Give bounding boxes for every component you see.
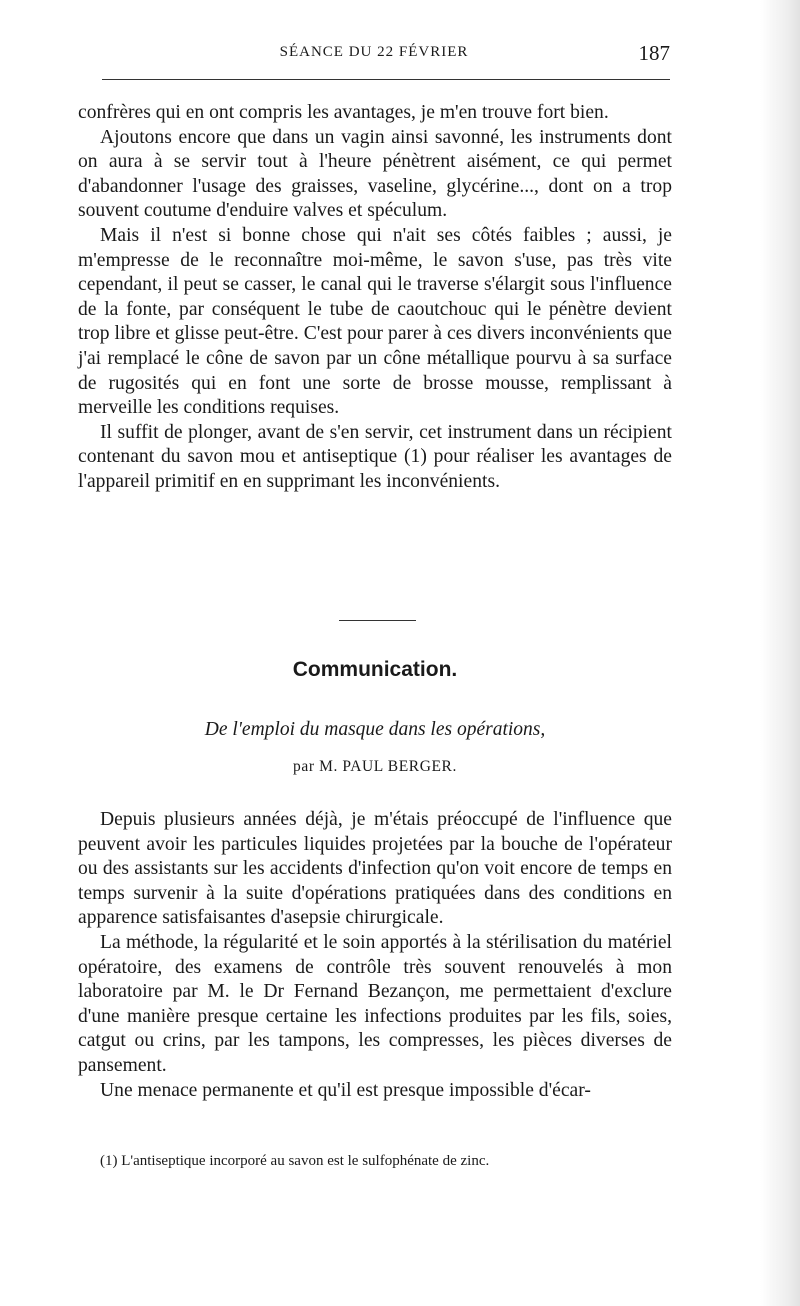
paragraph: Il suffit de plonger, avant de s'en servir, cet instrument dans un récipient contenant du savon mou et antiseptique (1) pour réaliser les avantages de l'appareil primitif en en supprimant les inconvénients. xyxy=(78,421,672,492)
paragraph: Depuis plusieurs années déjà, je m'étais préoccupé de l'influence que peuvent avoir les particules liquides projetées par la bouche de l'opérateur ou des assistants sur les accidents d'infection qu'on voit encore de temps en temps survenir à la suite d'opérations pratiquées dans des conditions en apparence satisfaisantes d'asepsie chirurgicale. xyxy=(78,809,672,929)
running-title: SÉANCE DU 22 FÉVRIER xyxy=(279,44,469,60)
header-rule xyxy=(102,79,670,80)
section-separator xyxy=(339,620,416,621)
paragraph: Mais il n'est si bonne chose qui n'ait ses côtés faibles ; aussi, je m'empresse de le reconnaître moi-même, le savon s'use, pas très vite cependant, il peut se casser, le canal qui le traverse s'élargit sous l'influence de la fonte, par conséquent le tube de caoutchouc qui le pénètre devient trop libre et glisse peut-être. C'est pour parer à ces divers inconvénients que j'ai remplacé le cône de savon par un cône métallique pourvu à sa surface de rugosités qui en font une sorte de brosse mousse, remplissant à merveille les conditions requises. xyxy=(78,224,672,419)
paragraph: La méthode, la régularité et le soin apportés à la stérilisation du matériel opératoire, des examens de contrôle très souvent renouvelés à mon laboratoire par M. le Dr Fernand Bezançon, me permettaient d'exclure d'une manière presque certaine les infections produites par les fils, soies, catgut ou crins, par les tampons, les compresses, les pièces diverses de pansement. xyxy=(78,931,672,1076)
running-head xyxy=(78,41,670,74)
paragraph: Ajoutons encore que dans un vagin ainsi savonné, les instruments dont on aura à se servir tout à l'heure pénètrent aisément, ce qui permet d'abandonner l'usage des graisses, vaseline, glycérine..., dont on a trop souvent coutume d'enduire valves et spéculum. xyxy=(78,126,672,222)
paragraph: confrères qui en ont compris les avantages, je m'en trouve fort bien. xyxy=(78,102,609,123)
section-heading: Communication. xyxy=(292,658,458,681)
body-text-top xyxy=(78,101,672,495)
page-number: 187 xyxy=(638,41,670,65)
author-byline: par M. PAUL BERGER. xyxy=(293,758,457,775)
page-edge-shadow xyxy=(760,0,800,1306)
body-text-bottom xyxy=(78,808,672,1103)
footnote: (1) L'antiseptique incorporé au savon est le sulfophénate de zinc. xyxy=(100,1153,490,1169)
paragraph: Une menace permanente et qu'il est presque impossible d'écar- xyxy=(100,1079,591,1101)
article-title: De l'emploi du masque dans les opérations, xyxy=(204,719,546,740)
